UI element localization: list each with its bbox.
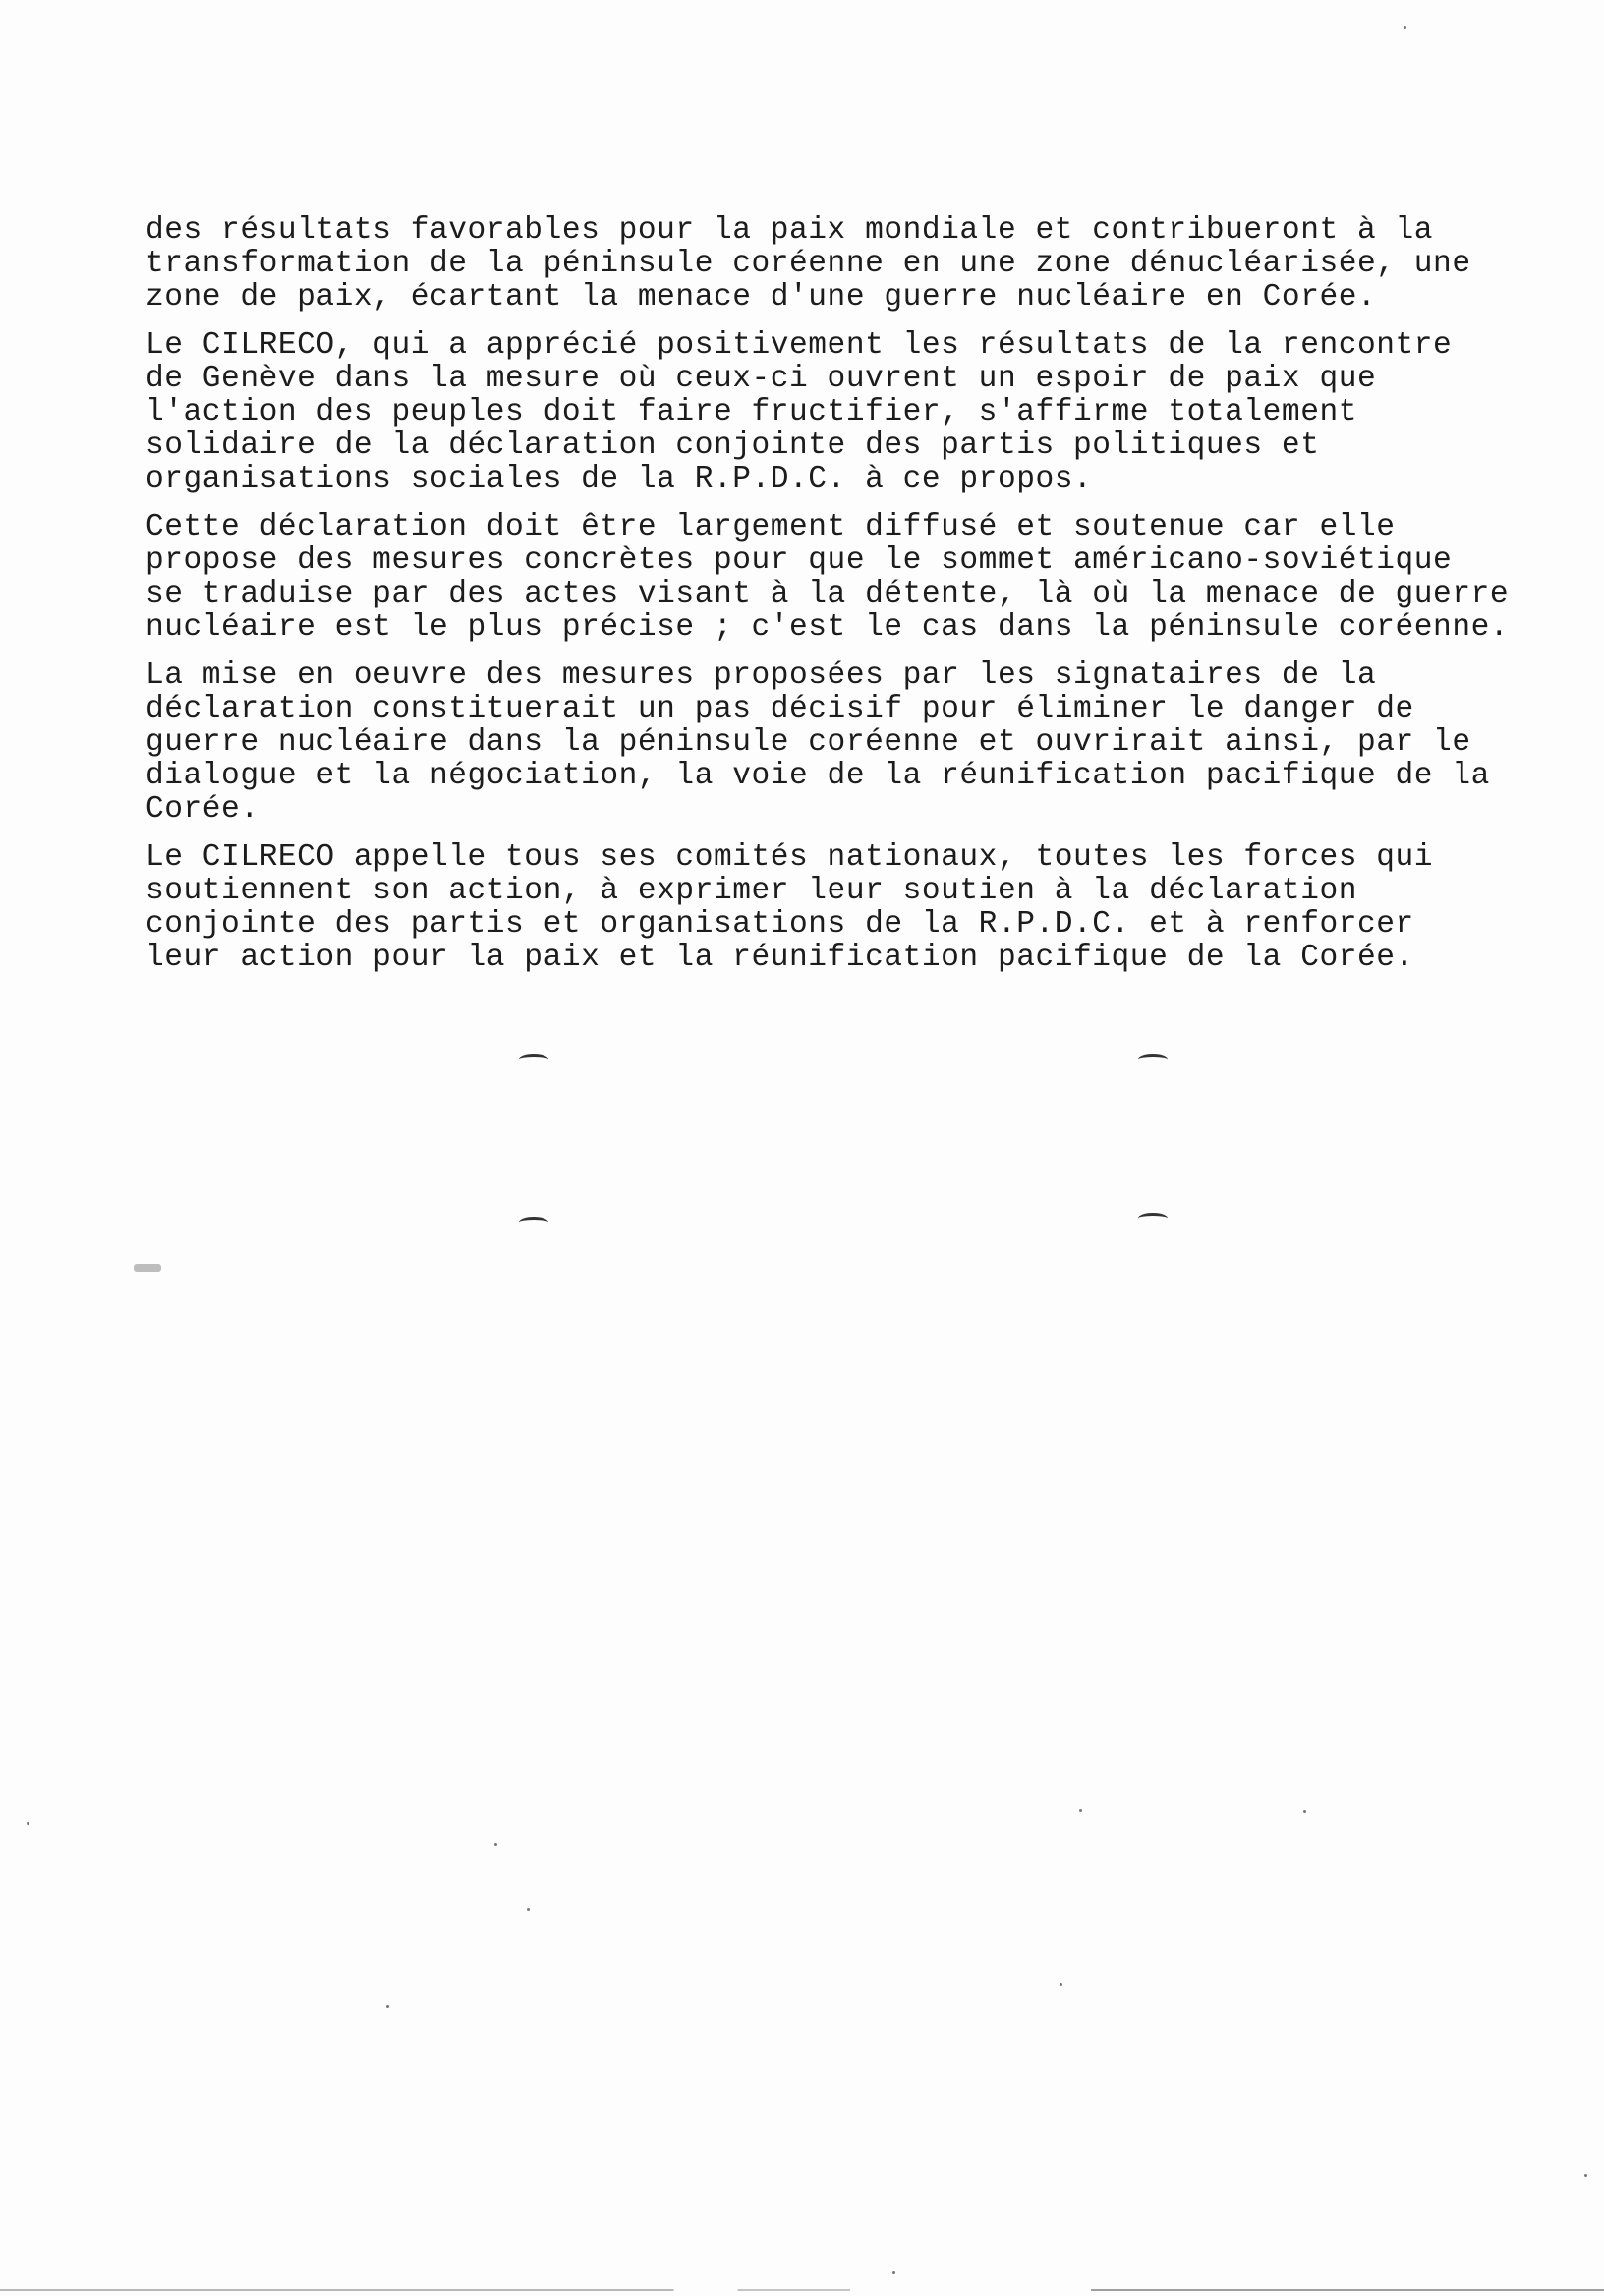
text-line: organisations sociales de la R.P.D.C. à ce propos. <box>145 462 1093 496</box>
scan-speck <box>1060 1983 1062 1986</box>
scan-speck <box>527 1908 530 1911</box>
text-line: Cette déclaration doit être largement diffusé et soutenue car elle <box>145 510 1396 545</box>
text-line: déclaration constituerait un pas décisif pour éliminer le danger de <box>145 692 1414 726</box>
paragraph-3 <box>145 511 1580 645</box>
text-line: des résultats favorables pour la paix mondiale et contribueront à la <box>145 213 1434 248</box>
text-line: de Genève dans la mesure où ceux-ci ouvrent un espoir de paix que <box>145 362 1377 396</box>
scan-edge-line <box>0 2289 1604 2291</box>
text-line: zone de paix, écartant la menace d'une guerre nucléaire en Corée. <box>145 280 1377 315</box>
hole-mark <box>1138 1213 1168 1224</box>
text-line: dialogue et la négociation, la voie de la réunification pacifique de la <box>145 759 1490 793</box>
scan-speck <box>27 1822 29 1825</box>
text-line: La mise en oeuvre des mesures proposées par les signataires de la <box>145 659 1377 693</box>
hole-mark <box>519 1217 548 1228</box>
scan-smudge <box>134 1264 161 1272</box>
text-line: guerre nucléaire dans la péninsule coréenne et ouvrirait ainsi, par le <box>145 725 1471 760</box>
scan-speck <box>386 2005 389 2008</box>
text-line: nucléaire est le plus précise ; c'est le cas dans la péninsule coréenne. <box>145 610 1510 645</box>
text-line: solidaire de la déclaration conjointe des partis politiques et <box>145 429 1320 463</box>
text-line: soutiennent son action, à exprimer leur soutien à la déclaration <box>145 874 1357 908</box>
text-line: propose des mesures concrètes pour que le sommet américano-soviétique <box>145 544 1453 578</box>
paragraph-5 <box>145 841 1580 975</box>
scan-speck <box>1303 1810 1306 1813</box>
scan-speck <box>1079 1809 1082 1812</box>
document-body <box>145 214 1580 990</box>
text-line: Le CILRECO appelle tous ses comités nationaux, toutes les forces qui <box>145 840 1434 875</box>
text-line: conjointe des partis et organisations de la R.P.D.C. et à renforcer <box>145 907 1414 942</box>
scan-speck <box>892 2271 895 2274</box>
paragraph-2 <box>145 329 1580 496</box>
scan-speck <box>1584 2174 1587 2177</box>
text-line: leur action pour la paix et la réunification pacifique de la Corée. <box>145 941 1414 975</box>
text-line: transformation de la péninsule coréenne en une zone dénucléarisée, une <box>145 247 1471 281</box>
text-line: se traduise par des actes visant à la détente, là où la menace de guerre <box>145 577 1510 611</box>
paragraph-4 <box>145 660 1580 827</box>
hole-mark <box>519 1054 548 1064</box>
scan-speck <box>494 1843 497 1846</box>
text-line: l'action des peuples doit faire fructifier, s'affirme totalement <box>145 395 1357 430</box>
paragraph-1 <box>145 214 1580 315</box>
text-line: Corée. <box>145 792 259 827</box>
hole-mark <box>1138 1054 1168 1064</box>
text-line: Le CILRECO, qui a apprécié positivement les résultats de la rencontre <box>145 328 1453 363</box>
scan-speck <box>1404 26 1406 29</box>
